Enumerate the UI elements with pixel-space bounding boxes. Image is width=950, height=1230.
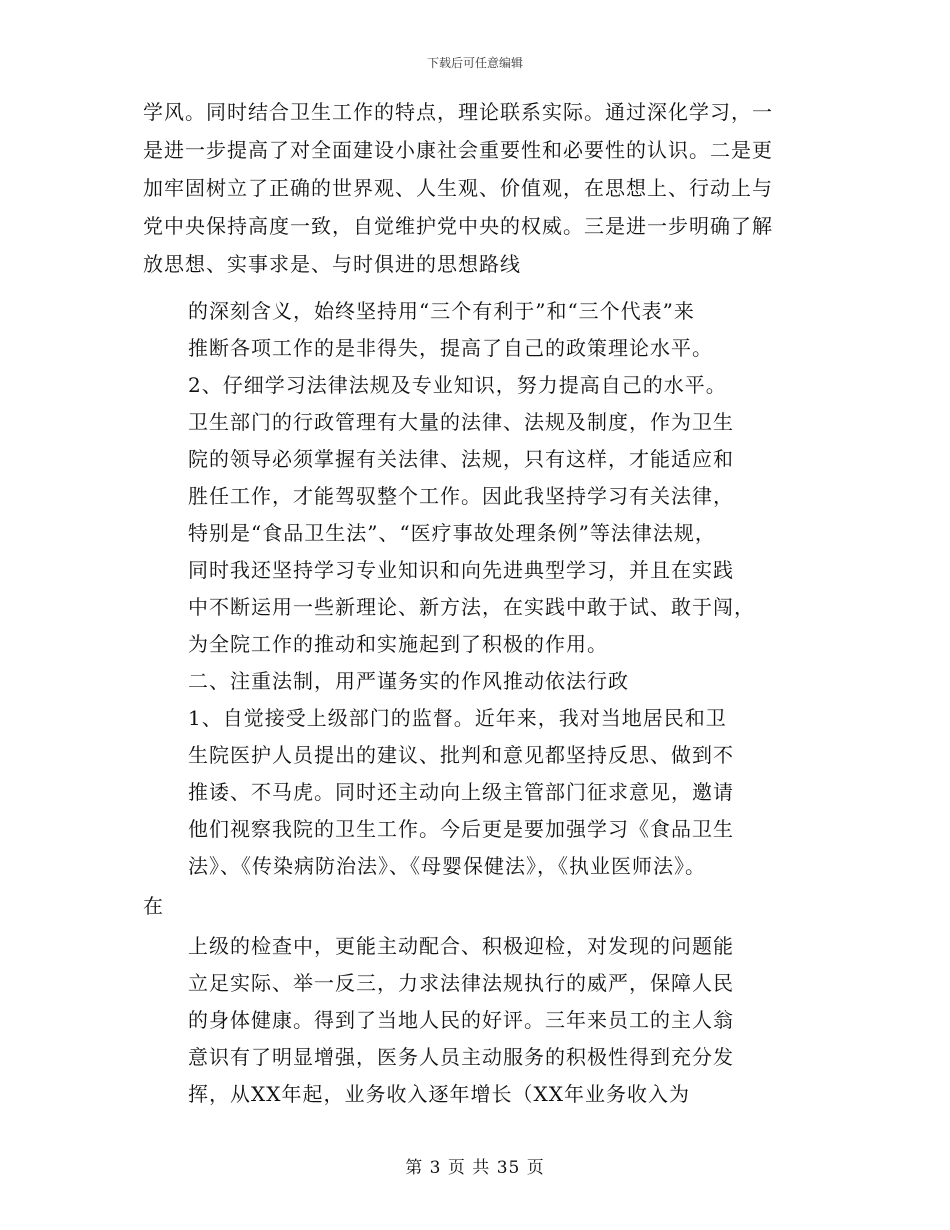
page-header: 下载后可任意编辑 — [426, 56, 523, 70]
text-line: 上级的检查中，更能主动配合、积极迎检，对发现的问题能 — [188, 934, 734, 958]
text-line: 推断各项工作的是非得失，提高了自己的政策理论水平。 — [188, 336, 713, 360]
text-line: 的身体健康。得到了当地人民的好评。三年来员工的主人翁 — [188, 1008, 734, 1032]
text-line: 党中央保持高度一致，自觉维护党中央的权威。三是进一步明确了解 — [143, 214, 773, 238]
text-line: 的深刻含义，始终坚持用“三个有利于”和“三个代表”来 — [188, 299, 695, 323]
text-line: 学风。同时结合卫生工作的特点，理论联系实际。通过深化学习，一 — [143, 100, 773, 124]
text-line: 意识有了明显增强，医务人员主动服务的积极性得到充分发 — [188, 1045, 734, 1069]
text-line: 胜任工作，才能驾驭整个工作。因此我坚持学习有关法律， — [188, 484, 734, 508]
text-line: 加牢固树立了正确的世界观、人生观、价值观，在思想上、行动上与 — [143, 176, 773, 200]
text-line: 是进一步提高了对全面建设小康社会重要性和必要性的认识。二是更 — [143, 138, 773, 162]
text-line: 卫生部门的行政管理有大量的法律、法规及制度，作为卫生 — [188, 410, 734, 434]
text-line: 放思想、实事求是、与时俱进的思想路线 — [143, 252, 521, 276]
page-number: 第 3 页 共 35 页 — [405, 1158, 545, 1178]
text-line: 院的领导必须掌握有关法律、法规，只有这样，才能适应和 — [188, 447, 734, 471]
text-line: 为全院工作的推动和实施起到了积极的作用。 — [188, 632, 608, 656]
section-heading: 二、注重法制，用严谨务实的作风推动依法行政 — [188, 669, 629, 693]
text-line: 挥，从XX年起，业务收入逐年增长（XX年业务收入为 — [188, 1082, 690, 1106]
text-line: 生院医护人员提出的建议、批判和意见都坚持反思、做到不 — [188, 743, 734, 767]
text-line: 立足实际、举一反三，力求法律法规执行的威严，保障人民 — [188, 971, 734, 995]
text-line: 同时我还坚持学习专业知识和向先进典型学习，并且在实践 — [188, 558, 734, 582]
text-line: 他们视察我院的卫生工作。今后更是要加强学习《食品卫生 — [188, 817, 734, 841]
text-line: 在 — [143, 894, 164, 918]
text-line: 1、自觉接受上级部门的监督。近年来，我对当地居民和卫 — [188, 706, 727, 730]
text-line: 推诿、不马虎。同时还主动向上级主管部门征求意见，邀请 — [188, 780, 734, 804]
text-line: 2、仔细学习法律法规及专业知识，努力提高自己的水平。 — [188, 373, 727, 397]
text-line: 法》、《传染病防治法》、《母婴保健法》，《执业医师法》。 — [188, 854, 706, 878]
text-line: 中不断运用一些新理论、新方法，在实践中敢于试、敢于闯， — [188, 595, 755, 619]
text-line: 特别是“食品卫生法”、“医疗事故处理条例”等法律法规， — [188, 521, 716, 545]
